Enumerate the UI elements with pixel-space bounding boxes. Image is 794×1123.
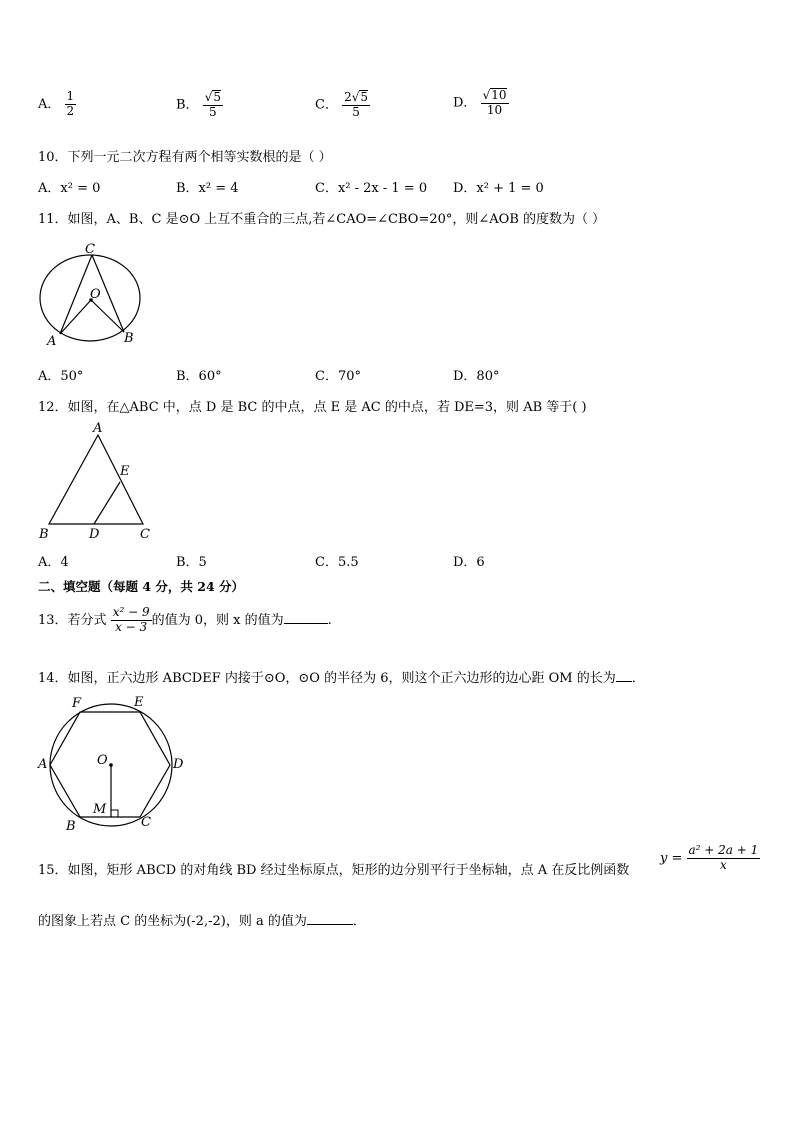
q11-circle-diagram [36, 238, 166, 353]
q12-triangle-diagram [36, 420, 166, 540]
radical-sign: √ [482, 88, 491, 102]
q14-hexagon-diagram [34, 692, 194, 832]
q11-option-c: C．70° [315, 369, 361, 384]
label-f: F [72, 696, 82, 711]
label-d: D [173, 757, 184, 772]
fraction: $\frac{\text{x² − 9}}{x - 3}$ [112, 605, 150, 634]
triangle-abc [49, 435, 143, 524]
q11-option-b: B．60° [176, 369, 222, 384]
answer-blank [616, 681, 632, 682]
answer-blank [307, 924, 353, 925]
label-o: O [90, 287, 101, 302]
label-e: E [134, 695, 144, 710]
segment-de [94, 482, 120, 524]
q12-option-c: C．5.5 [315, 555, 359, 570]
q14-line: 14．如图，正六边形 ABCDEF 内接于⊙O，⊙O 的半径为 6，则这个正六边形的边心距 OM 的长为 ． [38, 671, 645, 686]
radical-sign: √ [204, 90, 213, 104]
label-a: A [47, 334, 57, 349]
segment-oa [60, 300, 91, 334]
q12-option-b: B．5 [176, 555, 207, 570]
q10-stem: 10．下列一元二次方程有两个相等实数根的是（ ） [38, 150, 332, 165]
label-b: B [66, 819, 76, 834]
q11-option-a: A．50° [38, 369, 84, 384]
label-b: B [124, 331, 134, 346]
label-c: C [140, 527, 150, 542]
fraction: $\frac{2√5}{5}$ [344, 90, 369, 119]
q9-option-b: B． $\frac{√5}{5}$ [176, 90, 221, 119]
label-m: M [93, 802, 107, 817]
section-title: 二、填空题（每题 4 分，共 24 分） [38, 579, 245, 594]
fraction: $\frac{√10}{10}$ [482, 88, 507, 117]
q10-option-c: C．x² - 2x - 1 = 0 [315, 181, 428, 196]
fraction: $\frac{\text{a² + 2a + 1}}{x}$ [688, 843, 759, 872]
q9-option-a: A． $\frac{1}{2}$ [38, 89, 75, 118]
q12-stem: 12．如图，在△ABC 中，点 D 是 BC 的中点，点 E 是 AC 的中点，若 DE=3，则 AB 等于( ) [38, 400, 587, 415]
label-c: C [141, 815, 151, 830]
center-point [109, 763, 113, 767]
label-a: A [38, 757, 48, 772]
label-d: D [89, 527, 100, 542]
label-a: A [93, 421, 103, 436]
label-c: C [85, 242, 95, 257]
label-e: E [120, 464, 130, 479]
q11-option-d: D．80° [453, 369, 500, 384]
q15-function: y = $\frac{\text{a² + 2a + 1}}{x}$ [660, 843, 759, 872]
q12-option-d: D．6 [453, 555, 485, 570]
q15-line2: 的图象上若点 C 的坐标为(-2,-2)，则 a 的值为 ． [38, 914, 366, 929]
fraction: $\frac{1}{2}$ [66, 89, 75, 118]
q11-stem: 11．如图，A、B、C 是⊙O 上互不重合的三点,若∠CAO=∠CBO=20°，则∠AOB 的度数为（ ） [38, 212, 606, 227]
answer-blank [284, 623, 328, 624]
radical-sign: √ [351, 90, 360, 104]
q10-option-a: A．x² = 0 [38, 181, 101, 196]
segment-ob [91, 300, 124, 332]
segment-ca [60, 255, 92, 334]
q15-line1: 15．如图，矩形 ABCD 的对角线 BD 经过坐标原点，矩形的边分别平行于坐标轴，点 A 在反比例函数 [38, 863, 630, 878]
q13-line: 13．若分式 $\frac{\text{x² − 9}}{x - 3}$ 的值为 0，则 x 的值为 . [38, 605, 332, 634]
q10-option-b: B．x² = 4 [176, 181, 239, 196]
q9-option-d: D． $\frac{√10}{10}$ [453, 88, 507, 117]
q12-option-a: A．4 [38, 555, 69, 570]
label-o: O [97, 753, 108, 768]
label-b: B [39, 527, 49, 542]
q9-option-c: C． $\frac{2√5}{5}$ [315, 90, 369, 119]
fraction: $\frac{√5}{5}$ [204, 90, 221, 119]
q10-option-d: D．x² + 1 = 0 [453, 181, 544, 196]
right-angle-mark [111, 810, 118, 817]
